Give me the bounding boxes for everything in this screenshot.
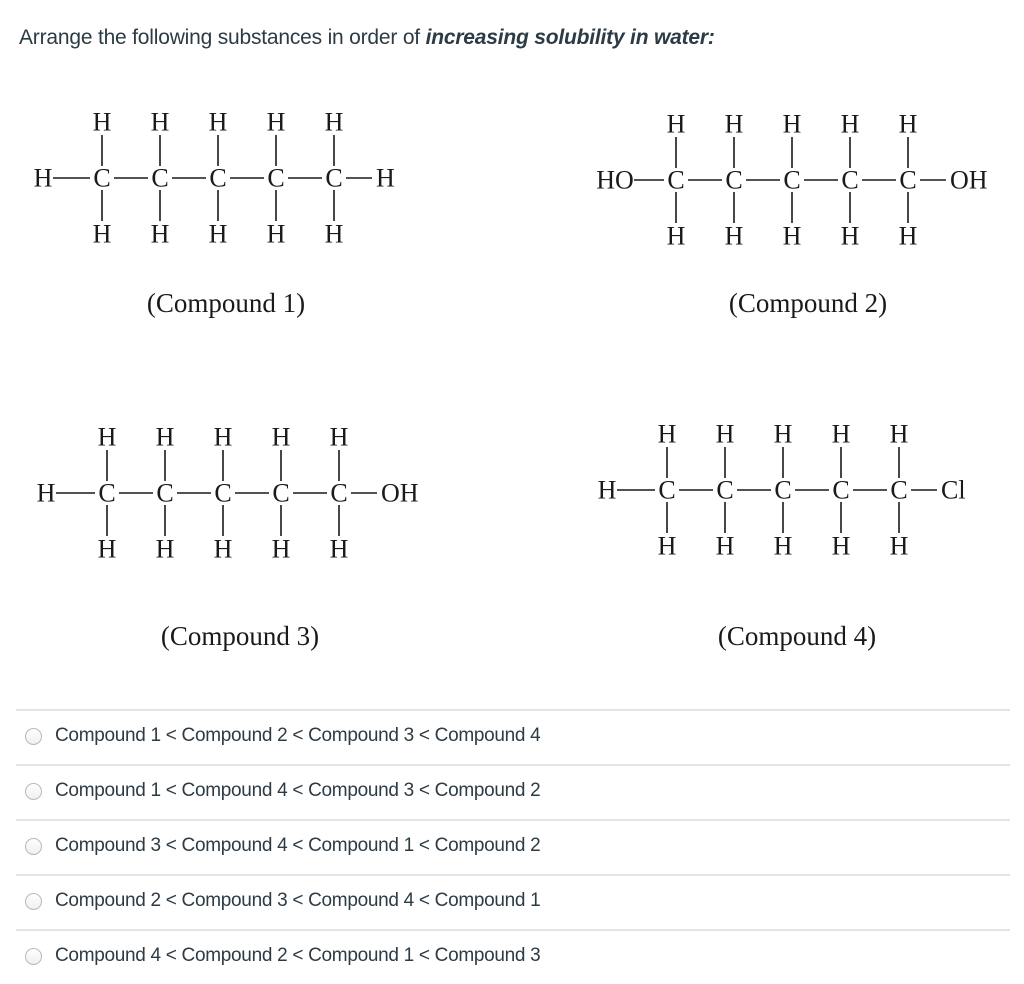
right-group-atom: OH	[381, 478, 419, 508]
carbon-atom: C	[214, 478, 232, 508]
hydrogen-atom: H	[208, 107, 228, 137]
radio-button[interactable]	[25, 728, 42, 745]
carbon-atom: C	[890, 475, 908, 505]
hydrogen-atom: H	[657, 531, 677, 561]
compound-label: (Compound 4)	[717, 621, 877, 651]
hydrogen-atom: H	[329, 422, 349, 452]
hydrogen-atom: H	[150, 107, 170, 137]
hydrogen-atom: H	[92, 219, 112, 249]
compound-3-structure	[37, 423, 419, 652]
carbon-atom: C	[725, 165, 743, 195]
carbon-atom: C	[267, 163, 285, 193]
compound-label: (Compound 3)	[160, 621, 320, 651]
answer-label[interactable]: Compound 4 < Compound 2 < Compound 1 < Compound 3	[55, 945, 541, 966]
hydrogen-atom: H	[92, 107, 112, 137]
left-group-atom: H	[597, 475, 617, 505]
radio-button[interactable]	[25, 783, 42, 800]
question-text: Arrange the following substances in order of	[19, 26, 426, 49]
hydrogen-atom: H	[329, 534, 349, 564]
hydrogen-atom: H	[666, 221, 686, 251]
left-group-atom: HO	[596, 165, 634, 195]
hydrogen-atom: H	[657, 419, 677, 449]
hydrogen-atom: H	[782, 109, 802, 139]
hydrogen-atom: H	[155, 422, 175, 452]
carbon-atom: C	[93, 163, 111, 193]
answer-option-4[interactable]	[16, 874, 1010, 929]
carbon-atom: C	[272, 478, 290, 508]
answer-label[interactable]: Compound 2 < Compound 3 < Compound 4 < Compound 1	[55, 890, 541, 911]
left-group-atom: H	[36, 478, 56, 508]
carbon-atom: C	[774, 475, 792, 505]
hydrogen-atom: H	[715, 531, 735, 561]
answer-option-3[interactable]	[16, 819, 1010, 874]
hydrogen-atom: H	[840, 109, 860, 139]
carbon-atom: C	[841, 165, 859, 195]
carbon-atom: C	[151, 163, 169, 193]
hydrogen-atom: H	[898, 221, 918, 251]
right-group-atom: OH	[950, 165, 988, 195]
answer-options	[16, 709, 1010, 984]
carbon-atom: C	[325, 163, 343, 193]
carbon-atom: C	[783, 165, 801, 195]
hydrogen-atom: H	[150, 219, 170, 249]
carbon-atom: C	[667, 165, 685, 195]
right-group-atom: H	[376, 163, 395, 193]
carbon-atom: C	[330, 478, 348, 508]
hydrogen-atom: H	[831, 419, 851, 449]
carbon-atom: C	[156, 478, 174, 508]
hydrogen-atom: H	[889, 419, 909, 449]
hydrogen-atom: H	[266, 219, 286, 249]
carbon-atom: C	[658, 475, 676, 505]
hydrogen-atom: H	[213, 422, 233, 452]
hydrogen-atom: H	[840, 221, 860, 251]
hydrogen-atom: H	[97, 534, 117, 564]
carbon-atom: C	[716, 475, 734, 505]
hydrogen-atom: H	[155, 534, 175, 564]
left-group-atom: H	[33, 163, 53, 193]
hydrogen-atom: H	[889, 531, 909, 561]
carbon-atom: C	[209, 163, 227, 193]
compound-2-structure	[596, 110, 988, 319]
hydrogen-atom: H	[724, 109, 744, 139]
answer-option-5[interactable]	[16, 929, 1010, 984]
answer-label[interactable]: Compound 3 < Compound 4 < Compound 1 < Compound 2	[55, 835, 541, 856]
hydrogen-atom: H	[208, 219, 228, 249]
hydrogen-atom: H	[271, 422, 291, 452]
hydrogen-atom: H	[97, 422, 117, 452]
carbon-atom: C	[899, 165, 917, 195]
radio-button[interactable]	[25, 893, 42, 910]
carbon-atom: C	[832, 475, 850, 505]
radio-button[interactable]	[25, 838, 42, 855]
hydrogen-atom: H	[324, 107, 344, 137]
hydrogen-atom: H	[782, 221, 802, 251]
compound-4-structure	[598, 420, 966, 652]
hydrogen-atom: H	[773, 419, 793, 449]
hydrogen-atom: H	[724, 221, 744, 251]
carbon-atom: C	[98, 478, 116, 508]
hydrogen-atom: H	[715, 419, 735, 449]
hydrogen-atom: H	[666, 109, 686, 139]
radio-button[interactable]	[25, 948, 42, 965]
hydrogen-atom: H	[324, 219, 344, 249]
answer-option-1[interactable]	[16, 709, 1010, 764]
right-group-atom: Cl	[941, 475, 966, 505]
compound-label: (Compound 2)	[728, 288, 888, 318]
hydrogen-atom: H	[213, 534, 233, 564]
hydrogen-atom: H	[898, 109, 918, 139]
hydrogen-atom: H	[271, 534, 291, 564]
compound-label: (Compound 1)	[146, 288, 306, 318]
hydrogen-atom: H	[831, 531, 851, 561]
question-emphasis: increasing solubility in water:	[425, 26, 715, 49]
hydrogen-atom: H	[773, 531, 793, 561]
hydrogen-atom: H	[266, 107, 286, 137]
answer-label[interactable]: Compound 1 < Compound 2 < Compound 3 < Compound 4	[55, 725, 541, 746]
compound-1-structure	[34, 108, 395, 319]
answer-option-2[interactable]	[16, 764, 1010, 819]
answer-label[interactable]: Compound 1 < Compound 4 < Compound 3 < Compound 2	[55, 780, 541, 801]
